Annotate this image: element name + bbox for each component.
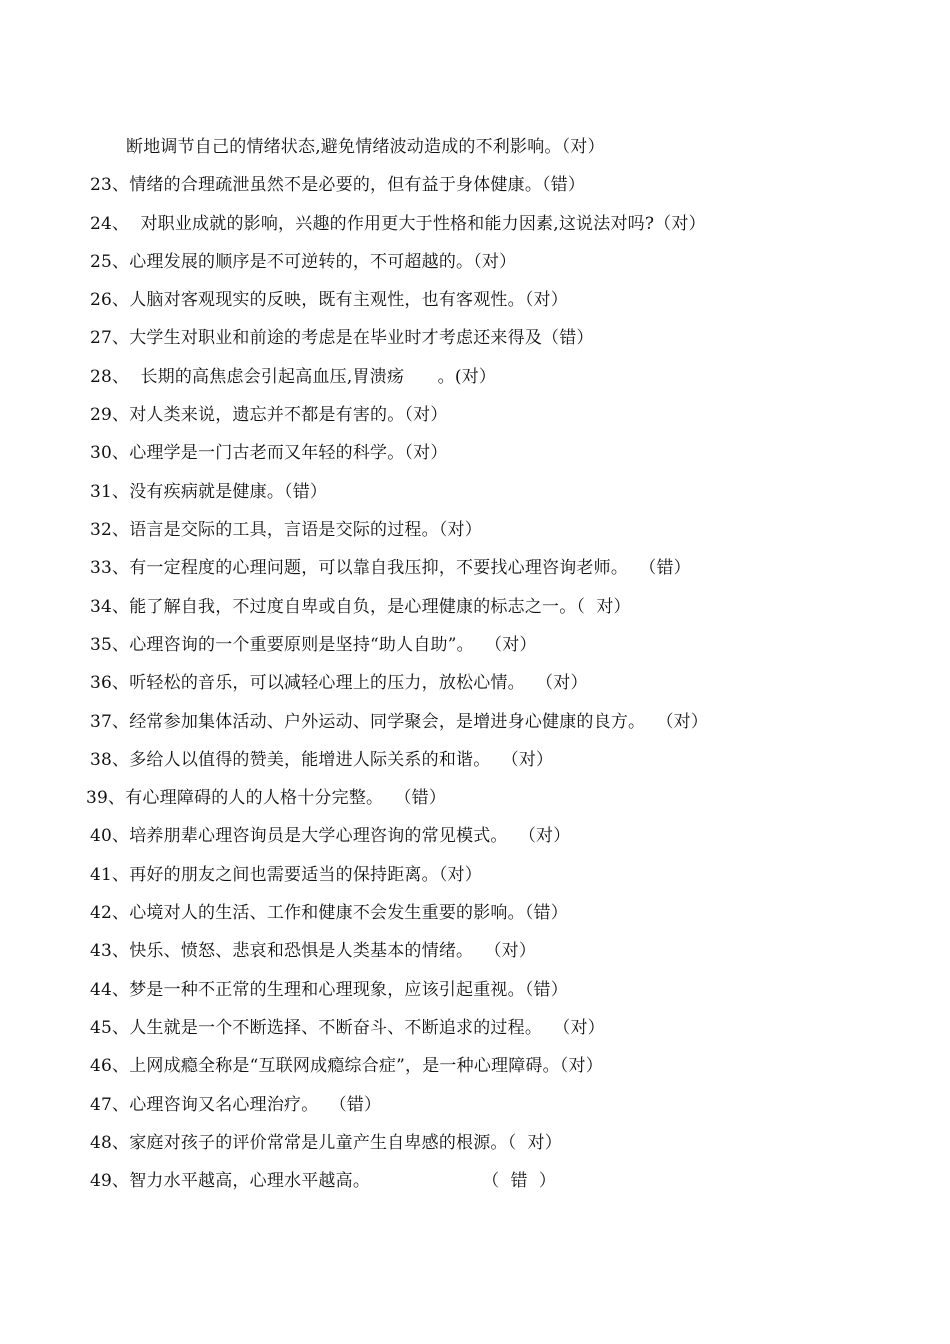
question-item: 40、培养朋辈心理咨询员是大学心理咨询的常见模式。 （对） bbox=[90, 826, 571, 846]
question-item: 48、家庭对孩子的评价常常是儿童产生自卑感的根源。（ 对） bbox=[90, 1133, 562, 1153]
question-item: 46、上网成瘾全称是“互联网成瘾综合症”，是一种心理障碍。（对） bbox=[90, 1056, 603, 1076]
question-item: 42、心境对人的生活、工作和健康不会发生重要的影响。（错） bbox=[90, 903, 568, 923]
question-item: 36、听轻松的音乐，可以减轻心理上的压力，放松心情。 （对） bbox=[90, 673, 588, 693]
question-item: 29、对人类来说，遗忘并不都是有害的。（对） bbox=[90, 405, 448, 425]
question-item: 38、多给人以值得的赞美，能增进人际关系的和谐。 （对） bbox=[90, 750, 554, 770]
question-item: 43、快乐、愤怒、悲哀和恐惧是人类基本的情绪。 （对） bbox=[90, 941, 537, 961]
question-item: 32、语言是交际的工具，言语是交际的过程。（对） bbox=[90, 520, 482, 540]
question-item: 30、心理学是一门古老而又年轻的科学。（对） bbox=[90, 443, 448, 463]
question-item: 45、人生就是一个不断选择、不断奋斗、不断追求的过程。 （对） bbox=[90, 1018, 605, 1038]
question-item: 37、经常参加集体活动、户外运动、同学聚会，是增进身心健康的良方。 （对） bbox=[90, 712, 709, 732]
text-line: 断地调节自己的情绪状态,避免情绪波动造成的不利影响。（对） bbox=[126, 137, 605, 157]
question-item: 39、有心理障碍的人的人格十分完整。 （错） bbox=[86, 788, 447, 808]
question-item: 33、有一定程度的心理问题，可以靠自我压抑，不要找心理咨询老师。 （错） bbox=[90, 558, 691, 578]
question-item: 49、智力水平越高，心理水平越高。 （ 错 ） bbox=[90, 1171, 557, 1191]
question-item: 23、情绪的合理疏泄虽然不是必要的，但有益于身体健康。（错） bbox=[90, 175, 586, 195]
question-item: 41、再好的朋友之间也需要适当的保持距离。（对） bbox=[90, 865, 482, 885]
question-item: 28、 长期的高焦虑会引起高血压,胃溃疡 。(对） bbox=[90, 367, 497, 387]
question-item: 26、人脑对客观现实的反映，既有主观性，也有客观性。（对） bbox=[90, 290, 568, 310]
question-item: 25、心理发展的顺序是不可逆转的，不可超越的。（对） bbox=[90, 252, 517, 272]
question-item: 27、大学生对职业和前途的考虑是在毕业时才考虑还来得及（错） bbox=[90, 328, 594, 348]
question-item: 47、心理咨询又名心理治疗。 （错） bbox=[90, 1095, 382, 1115]
question-item: 31、没有疾病就是健康。（错） bbox=[90, 482, 328, 502]
question-item: 35、心理咨询的一个重要原则是坚持“助人自助”。 （对） bbox=[90, 635, 537, 655]
question-item: 44、梦是一种不正常的生理和心理现象，应该引起重视。（错） bbox=[90, 980, 568, 1000]
question-item: 24、 对职业成就的影响，兴趣的作用更大于性格和能力因素,这说法对吗?（对） bbox=[90, 214, 706, 234]
question-item: 34、能了解自我，不过度自卑或自负，是心理健康的标志之一。（ 对） bbox=[90, 597, 631, 617]
